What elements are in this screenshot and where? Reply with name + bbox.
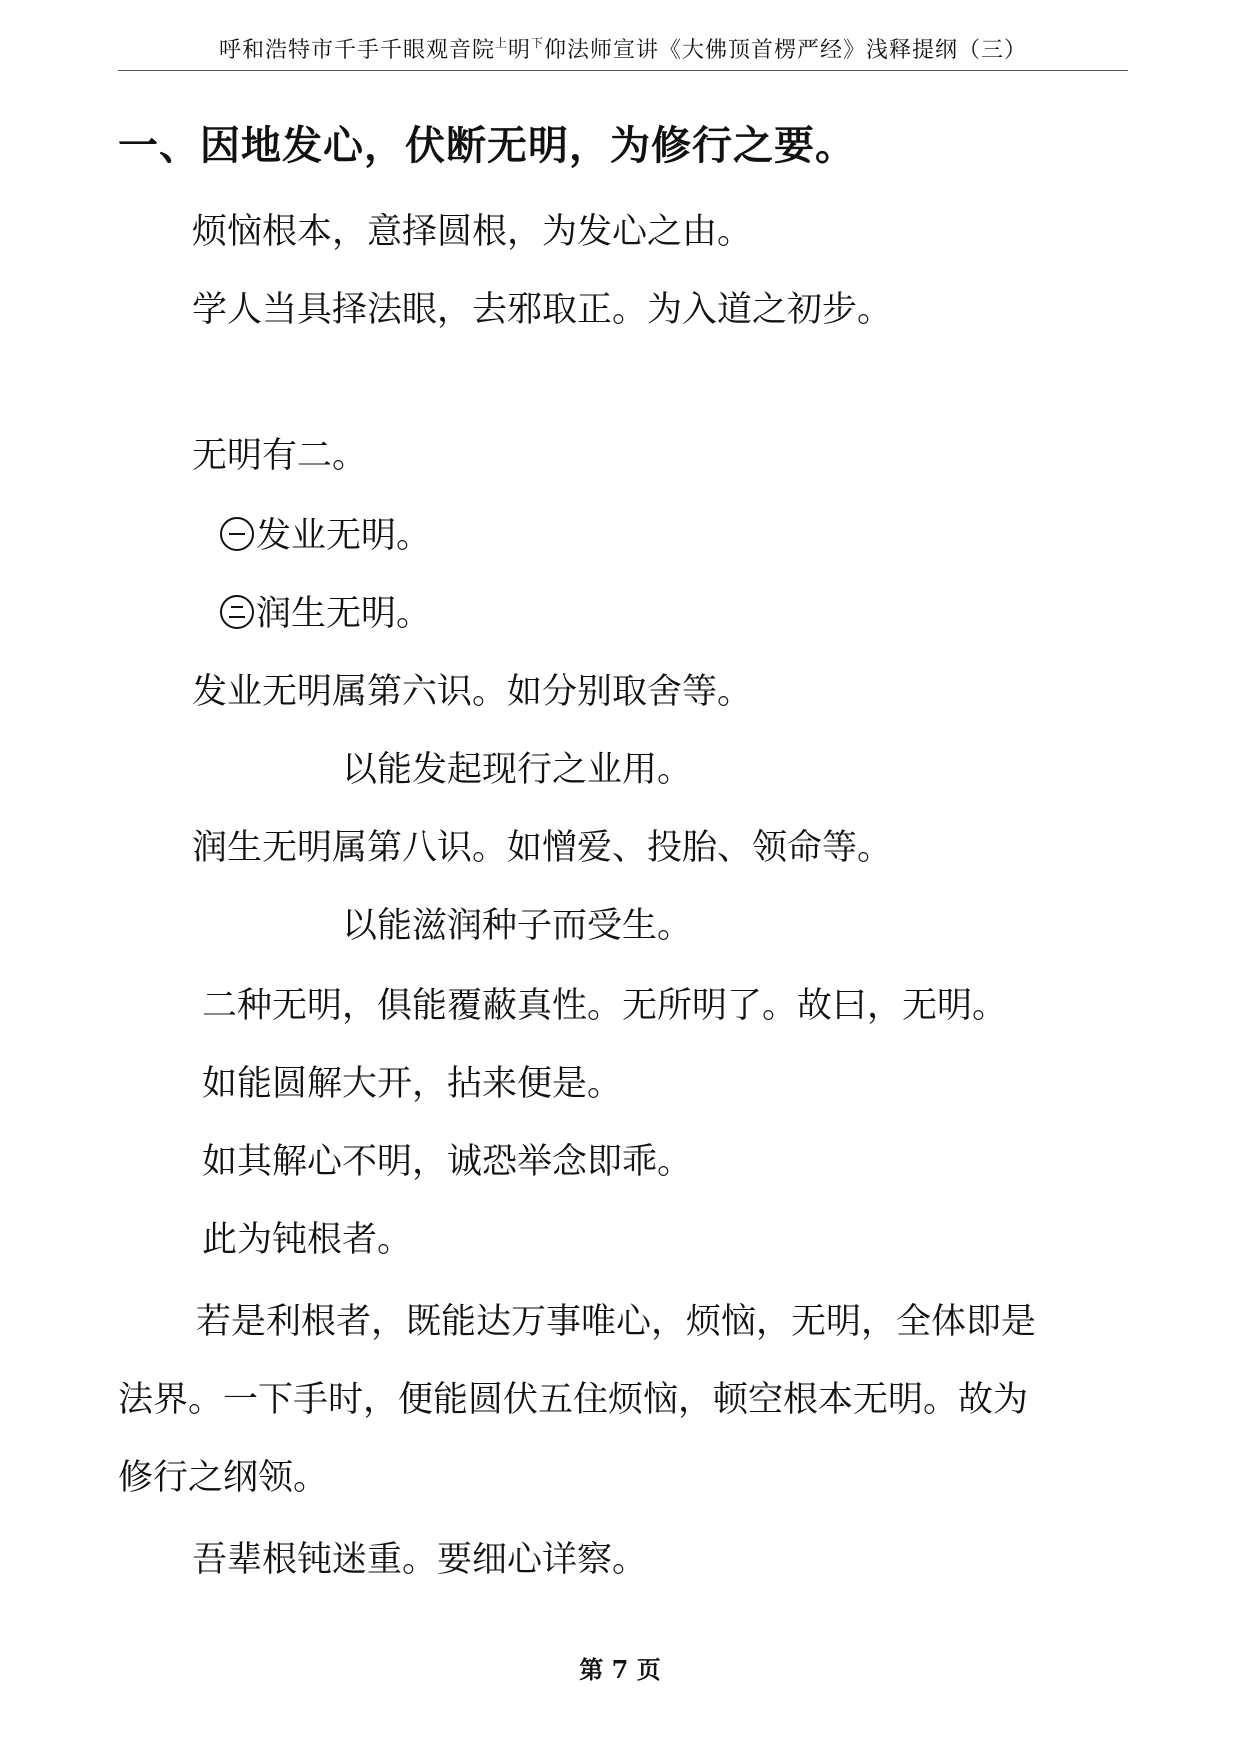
paragraph-line: 如其解心不明，诚恐举念即乖。 <box>202 1142 693 1182</box>
paragraph-line: 以能发起现行之业用。 <box>342 750 693 790</box>
paragraph-line: 如能圆解大开，拈来便是。 <box>202 1064 623 1104</box>
list-item-label: 发业无明。 <box>256 516 432 556</box>
list-item-1 <box>220 512 431 560</box>
header-sup-up: 上 <box>494 36 508 50</box>
header-title-post: 仰法师宣讲《大佛顶首楞严经》浅释提纲（三） <box>544 38 1028 63</box>
paragraph-line: 无明有二。 <box>192 436 368 476</box>
paragraph-line: 修行之纲领。 <box>118 1458 329 1498</box>
paragraph-line: 烦恼根本，意择圆根，为发心之由。 <box>192 212 753 252</box>
header-title-pre: 呼和浩特市千手千眼观音院 <box>218 38 495 63</box>
page-header <box>118 36 1128 71</box>
header-sup-down: 下 <box>531 36 545 50</box>
header-title-mid: 明 <box>507 38 531 63</box>
paragraph-line: 发业无明属第六识。如分别取舍等。 <box>192 672 753 712</box>
list-item-2 <box>220 590 431 638</box>
paragraph-line: 法界。一下手时，便能圆伏五住烦恼，顿空根本无明。故为 <box>118 1380 1029 1420</box>
paragraph-line: 二种无明，俱能覆蔽真性。无所明了。故曰，无明。 <box>202 986 1008 1026</box>
section-heading: 一、因地发心，伏断无明，为修行之要。 <box>118 123 856 169</box>
paragraph-line: 此为钝根者。 <box>202 1220 413 1260</box>
paragraph-line: 以能滋润种子而受生。 <box>342 906 693 946</box>
circled-two-icon <box>220 595 254 629</box>
paragraph-line: 润生无明属第八识。如憎爱、投胎、领命等。 <box>192 828 893 868</box>
paragraph-line: 若是利根者，既能达万事唯心，烦恼，无明，全体即是 <box>196 1302 1037 1342</box>
circled-one-icon <box>220 517 254 551</box>
paragraph-line: 吾辈根钝迷重。要细心详察。 <box>192 1540 648 1580</box>
paragraph-line: 学人当具择法眼，去邪取正。为入道之初步。 <box>192 290 893 330</box>
page-number: 第 7 页 <box>579 1655 661 1684</box>
list-item-label: 润生无明。 <box>256 594 432 634</box>
